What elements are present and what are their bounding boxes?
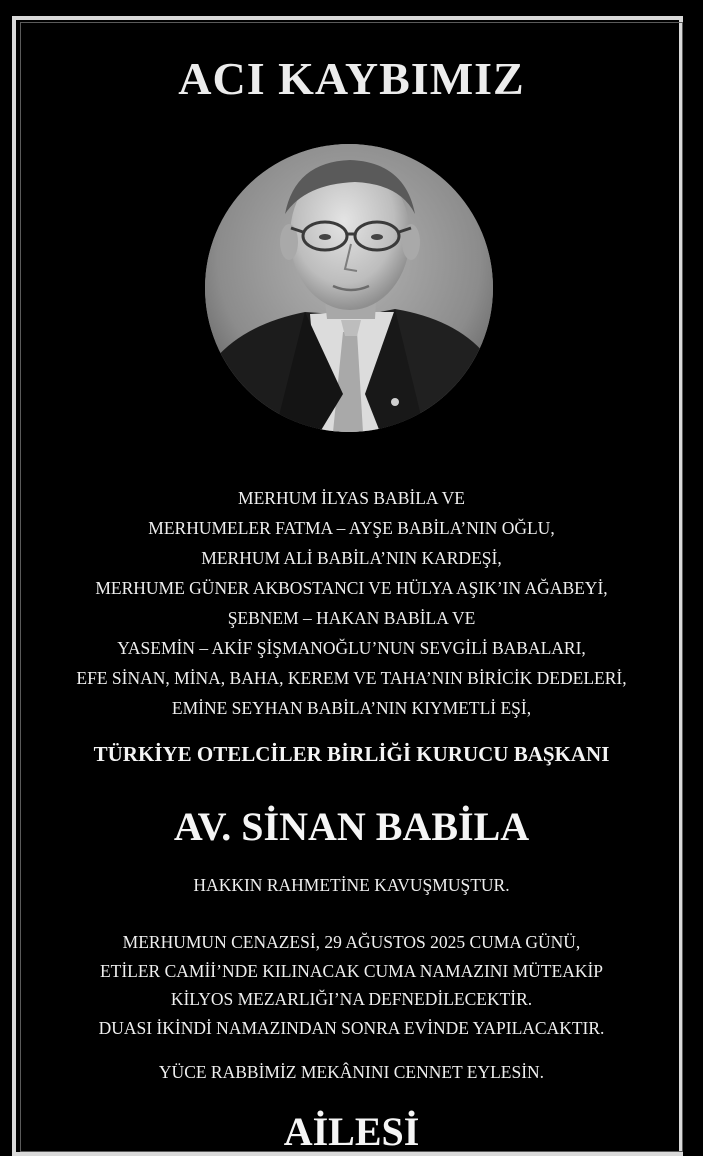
family-line: ŞEBNEM – HAKAN BABİLA VE bbox=[227, 608, 476, 628]
prayer-text: YÜCE RABBİMİZ MEKÂNINI CENNET EYLESİN. bbox=[158, 1062, 545, 1082]
funeral-line: KİLYOS MEZARLIĞI’NA DEFNEDİLECEKTİR. bbox=[170, 989, 533, 1009]
deceased-name: AV. SİNAN BABİLA bbox=[173, 804, 530, 849]
funeral-line: MERHUMUN CENAZESİ, 29 AĞUSTOS 2025 CUMA GÜNÜ, bbox=[122, 932, 581, 952]
signature-family: AİLESİ bbox=[283, 1109, 420, 1154]
funeral-line: DUASI İKİNDİ NAMAZINDAN SONRA EVİNDE YAPILACAKTIR. bbox=[98, 1017, 605, 1038]
passed-away-text: HAKKIN RAHMETİNE KAVUŞMUŞTUR. bbox=[193, 875, 510, 895]
family-line: EFE SİNAN, MİNA, BAHA, KEREM VE TAHA’NIN BİRİCİK DEDELERİ, bbox=[76, 668, 627, 688]
family-line: MERHUME GÜNER AKBOSTANCI VE HÜLYA AŞIK’IN AĞABEYİ, bbox=[95, 578, 608, 598]
family-line: MERHUMELER FATMA – AYŞE BABİLA’NIN OĞLU, bbox=[148, 518, 555, 538]
funeral-info bbox=[0, 928, 703, 1042]
portrait-photo bbox=[205, 144, 493, 432]
family-line: YASEMİN – AKİF ŞİŞMANOĞLU’NUN SEVGİLİ BABALARI, bbox=[117, 638, 586, 658]
announcement-title: ACI KAYBIMIZ bbox=[178, 53, 525, 104]
funeral-line: ETİLER CAMİİ’NDE KILINACAK CUMA NAMAZINI MÜTEAKİP bbox=[99, 960, 604, 981]
portrait-illustration bbox=[205, 144, 493, 432]
family-line: EMİNE SEYHAN BABİLA’NIN KIYMETLİ EŞİ, bbox=[171, 698, 532, 718]
organization-title: TÜRKİYE OTELCİLER BİRLİĞİ KURUCU BAŞKANI bbox=[93, 742, 610, 766]
family-lines bbox=[0, 483, 703, 723]
family-line: MERHUM İLYAS BABİLA VE bbox=[238, 488, 465, 508]
family-line: MERHUM ALİ BABİLA’NIN KARDEŞİ, bbox=[201, 548, 502, 568]
